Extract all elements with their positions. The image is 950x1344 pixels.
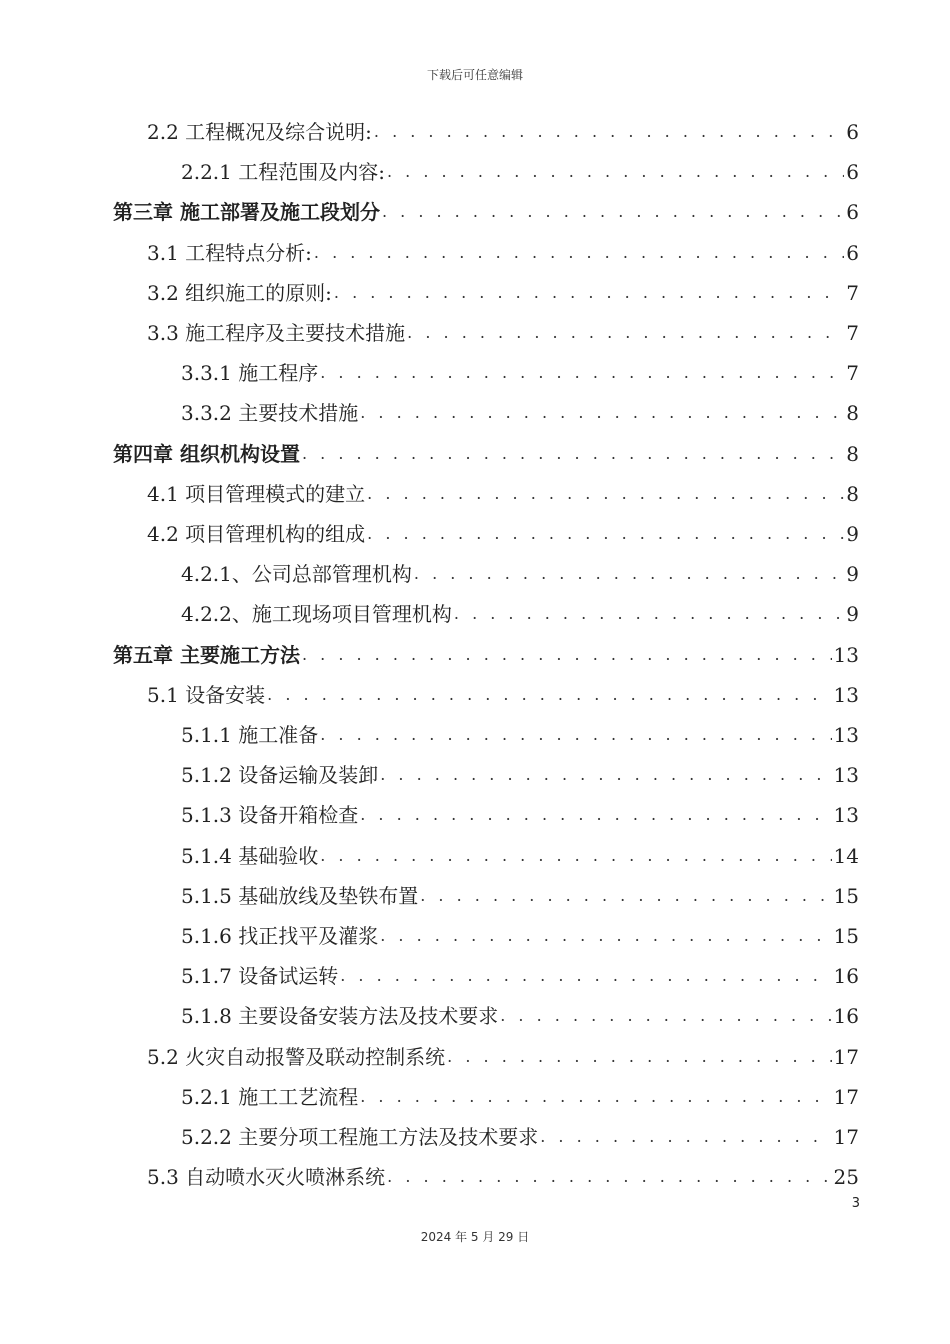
toc-entry-page: 8: [846, 401, 859, 426]
toc-entry-label: 5.2 火灾自动报警及联动控制系统: [147, 1044, 446, 1069]
toc-entry-page: 6: [846, 240, 859, 265]
toc-dot-leader: [320, 715, 831, 755]
toc-entry-label: 5.1.4 基础验收: [181, 843, 319, 868]
toc-entry-page: 13: [833, 642, 859, 667]
toc-dot-leader: [320, 836, 831, 876]
toc-entry-label: 5.1.1 施工准备: [181, 723, 319, 747]
toc-entry[interactable]: [181, 996, 859, 1036]
toc-entry[interactable]: [181, 715, 859, 755]
toc-entry-label: 5.2.2 主要分项工程施工方法及技术要求: [181, 1125, 539, 1149]
toc-entry-page: 7: [846, 280, 859, 305]
toc-entry-page: 7: [846, 321, 859, 345]
toc-entry[interactable]: [147, 313, 859, 353]
toc-entry-label: 3.3.2 主要技术措施: [181, 401, 359, 426]
toc-entry-page: 13: [833, 723, 859, 747]
toc-entry[interactable]: [181, 836, 859, 876]
toc-entry[interactable]: [147, 273, 859, 313]
toc-dot-leader: [387, 152, 844, 192]
toc-entry[interactable]: [147, 233, 859, 273]
toc-entry-label: 2.2 工程概况及综合说明:: [147, 120, 372, 144]
toc-dot-leader: [407, 313, 844, 353]
toc-entry-label: 4.2.2、施工现场项目管理机构: [181, 602, 452, 627]
toc-entry[interactable]: [181, 554, 859, 594]
toc-entry[interactable]: [181, 876, 859, 916]
toc-entry-label: 5.1.2 设备运输及装卸: [181, 763, 379, 788]
toc-entry-label: 第四章 组织机构设置: [113, 441, 300, 466]
toc-entry-page: 13: [833, 803, 859, 828]
toc-dot-leader: [387, 1157, 831, 1197]
toc-dot-leader: [360, 795, 831, 835]
toc-entry-label: 5.1.7 设备试运转: [181, 964, 339, 989]
toc-entry-page: 17: [833, 1125, 859, 1149]
toc-entry-label: 3.3 施工程序及主要技术措施: [147, 321, 406, 345]
toc-entry-page: 15: [833, 883, 859, 908]
toc-entry-label: 第五章 主要施工方法: [113, 642, 300, 667]
toc-entry[interactable]: [181, 1077, 859, 1117]
toc-dot-leader: [267, 675, 831, 715]
toc-entry-label: 5.1.8 主要设备安装方法及技术要求: [181, 1004, 499, 1029]
toc-entry-label: 3.2 组织施工的原则:: [147, 280, 332, 305]
toc-entry-page: 8: [846, 441, 859, 466]
toc-entry[interactable]: [147, 474, 859, 514]
toc-entry[interactable]: [147, 514, 859, 554]
toc-entry[interactable]: [181, 956, 859, 996]
toc-entry-label: 5.1.3 设备开箱检查: [181, 803, 359, 828]
toc-entry-label: 2.2.1 工程范围及内容:: [181, 160, 385, 185]
toc-entry-page: 6: [846, 200, 859, 225]
toc-entry[interactable]: [181, 152, 859, 192]
page-number: 3: [851, 1196, 860, 1211]
toc-dot-leader: [540, 1117, 831, 1157]
toc-dot-leader: [360, 393, 844, 433]
toc-entry-page: 9: [846, 602, 859, 627]
toc-dot-leader: [420, 876, 831, 916]
toc-entry[interactable]: [181, 594, 859, 634]
toc-entry-page: 7: [846, 361, 859, 386]
toc-entry-page: 14: [833, 843, 859, 868]
toc-entry-page: 9: [846, 522, 859, 546]
toc-entry[interactable]: [181, 916, 859, 956]
toc-entry[interactable]: [181, 1117, 859, 1157]
toc-entry-label: 3.1 工程特点分析:: [147, 240, 312, 265]
toc-dot-leader: [360, 1077, 831, 1117]
toc-entry-page: 6: [846, 120, 859, 144]
toc-dot-leader: [374, 112, 844, 152]
toc-dot-leader: [302, 635, 832, 675]
toc-entry[interactable]: [147, 112, 859, 152]
toc-entry-page: 17: [833, 1044, 859, 1069]
toc-dot-leader: [367, 474, 844, 514]
toc-entry-label: 4.1 项目管理模式的建立: [147, 481, 366, 506]
toc-dot-leader: [340, 956, 831, 996]
toc-entry-page: 15: [833, 924, 859, 948]
toc-entry-label: 5.1 设备安装: [147, 682, 266, 707]
page-header: 下载后可任意编辑: [426, 68, 523, 82]
page-footer-date: 2024 年 5 月 29 日: [420, 1230, 530, 1244]
toc-chapter-entry[interactable]: [113, 192, 859, 232]
toc-entry[interactable]: [147, 1157, 859, 1197]
toc-entry[interactable]: [181, 795, 859, 835]
toc-entry-page: 9: [846, 562, 859, 587]
toc-dot-leader: [414, 554, 844, 594]
toc-dot-leader: [302, 434, 844, 474]
toc-entry-page: 6: [846, 160, 859, 185]
toc-entry-page: 16: [833, 964, 859, 989]
toc-entry-label: 5.1.5 基础放线及垫铁布置: [181, 883, 419, 908]
toc-entry-label: 4.2.1、公司总部管理机构: [181, 562, 412, 587]
toc-entry-label: 第三章 施工部署及施工段划分: [113, 200, 380, 225]
toc-dot-leader: [380, 755, 831, 795]
toc-chapter-entry[interactable]: [113, 434, 859, 474]
toc-entry-page: 13: [833, 682, 859, 707]
toc-entry-label: 3.3.1 施工程序: [181, 361, 319, 386]
toc-entry-page: 25: [833, 1165, 859, 1190]
toc-entry-label: 5.2.1 施工工艺流程: [181, 1084, 359, 1109]
toc-entry[interactable]: [181, 755, 859, 795]
toc-dot-leader: [500, 996, 831, 1036]
toc-dot-leader: [320, 353, 844, 393]
toc-dot-leader: [380, 916, 831, 956]
toc-entry[interactable]: [147, 675, 859, 715]
toc-entry-label: 5.1.6 找正找平及灌浆: [181, 924, 379, 948]
toc-entry[interactable]: [181, 393, 859, 433]
toc-entry-label: 4.2 项目管理机构的组成: [147, 522, 366, 546]
toc-entry[interactable]: [181, 353, 859, 393]
toc-entry-page: 13: [833, 763, 859, 788]
toc-dot-leader: [334, 273, 844, 313]
toc-entry-page: 8: [846, 481, 859, 506]
toc-dot-leader: [447, 1037, 831, 1077]
toc-dot-leader: [454, 594, 844, 634]
toc-entry[interactable]: [147, 1037, 859, 1077]
toc-dot-leader: [314, 233, 844, 273]
toc-entry-page: 16: [833, 1004, 859, 1029]
toc-chapter-entry[interactable]: [113, 635, 859, 675]
toc-dot-leader: [367, 514, 844, 554]
toc-entry-label: 5.3 自动喷水灭火喷淋系统: [147, 1165, 386, 1190]
toc-dot-leader: [382, 192, 844, 232]
toc-entry-page: 17: [833, 1084, 859, 1109]
